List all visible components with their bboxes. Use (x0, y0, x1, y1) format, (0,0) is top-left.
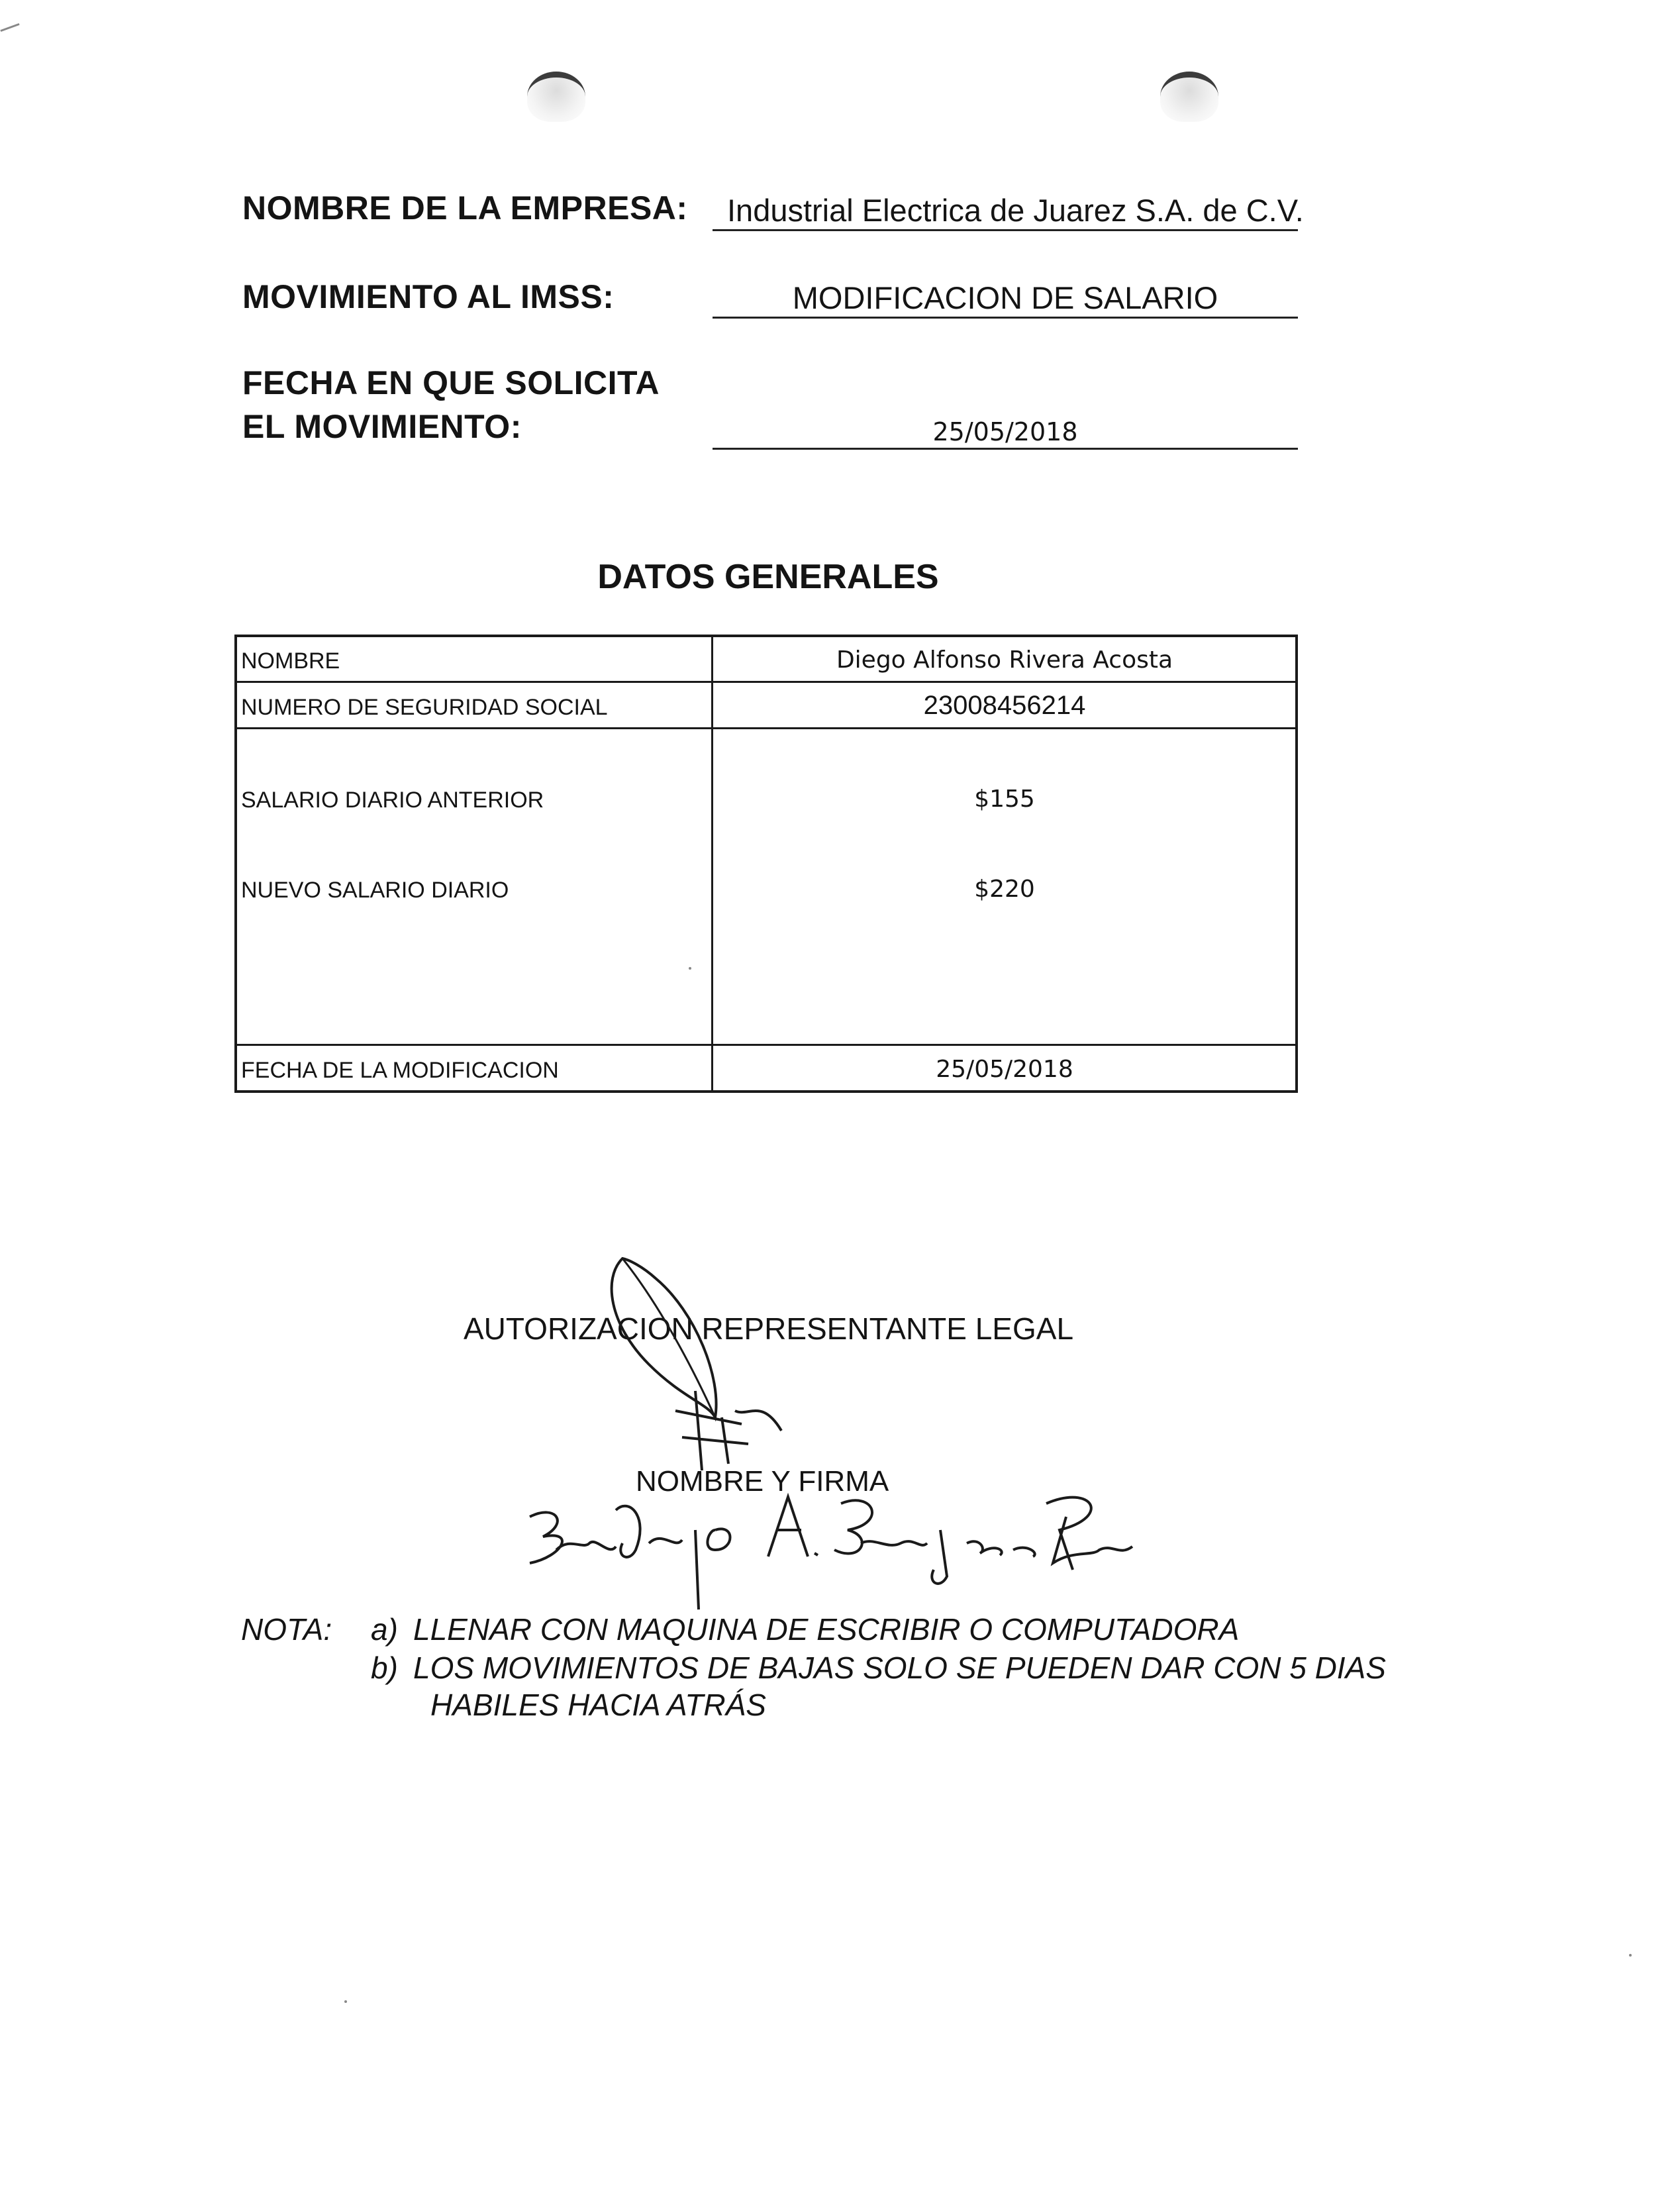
authorization-label: AUTORIZACION REPRESENTANTE LEGAL (464, 1311, 1074, 1346)
note-a-letter: a) (371, 1612, 398, 1647)
table-row-divider (234, 681, 1298, 683)
row-modification-date-label: FECHA DE LA MODIFICACION (241, 1058, 559, 1083)
company-value: Industrial Electrica de Juarez S.A. de C.V. (727, 193, 1304, 228)
company-label: NOMBRE DE LA EMPRESA: (242, 189, 688, 227)
data-table (234, 635, 1298, 1093)
scan-speck (344, 2000, 347, 2003)
date-label-line2: EL MOVIMIENTO: (242, 408, 522, 445)
date-value: 25/05/2018 (932, 417, 1078, 446)
movement-value: MODIFICACION DE SALARIO (792, 280, 1218, 315)
punch-hole-right (1160, 72, 1218, 122)
note-b-text: LOS MOVIMIENTOS DE BAJAS SOLO SE PUEDEN DAR CON 5 DIAS (413, 1651, 1386, 1685)
punch-hole-left (527, 72, 585, 122)
row-previous-salary-value: $155 (974, 786, 1035, 813)
date-underline (713, 448, 1298, 450)
scan-speck (0, 23, 19, 32)
signature-mark (596, 1252, 834, 1490)
table-border-bottom (234, 1090, 1298, 1093)
row-nss-value: 23008456214 (923, 691, 1086, 720)
row-new-salary-value: $220 (974, 876, 1035, 903)
row-nss-label: NUMERO DE SEGURIDAD SOCIAL (241, 695, 608, 720)
row-name-value: Diego Alfonso Rivera Acosta (836, 646, 1173, 674)
row-previous-salary-label: SALARIO DIARIO ANTERIOR (241, 788, 544, 813)
table-row-divider (234, 1044, 1298, 1046)
handwritten-name-signature (517, 1477, 1146, 1623)
note-b-letter: b) (371, 1651, 398, 1685)
note-b-continuation: HABILES HACIA ATRÁS (430, 1688, 766, 1722)
date-label-line1: FECHA EN QUE SOLICITA (242, 364, 660, 401)
table-border-top (234, 635, 1298, 637)
company-underline (713, 229, 1298, 231)
movement-label: MOVIMIENTO AL IMSS: (242, 278, 615, 315)
table-border-left (234, 635, 237, 1093)
movement-underline (713, 317, 1298, 319)
note-label: NOTA: (241, 1612, 332, 1647)
scan-speck (1629, 1954, 1632, 1957)
row-modification-date-value: 25/05/2018 (936, 1056, 1073, 1083)
row-name-label: NOMBRE (241, 648, 340, 674)
row-new-salary-label: NUEVO SALARIO DIARIO (241, 878, 509, 903)
section-title: DATOS GENERALES (597, 558, 939, 596)
note-a-text: LLENAR CON MAQUINA DE ESCRIBIR O COMPUTADORA (413, 1612, 1240, 1647)
name-and-signature-label: NOMBRE Y FIRMA (636, 1465, 889, 1498)
table-row-divider (234, 727, 1298, 729)
